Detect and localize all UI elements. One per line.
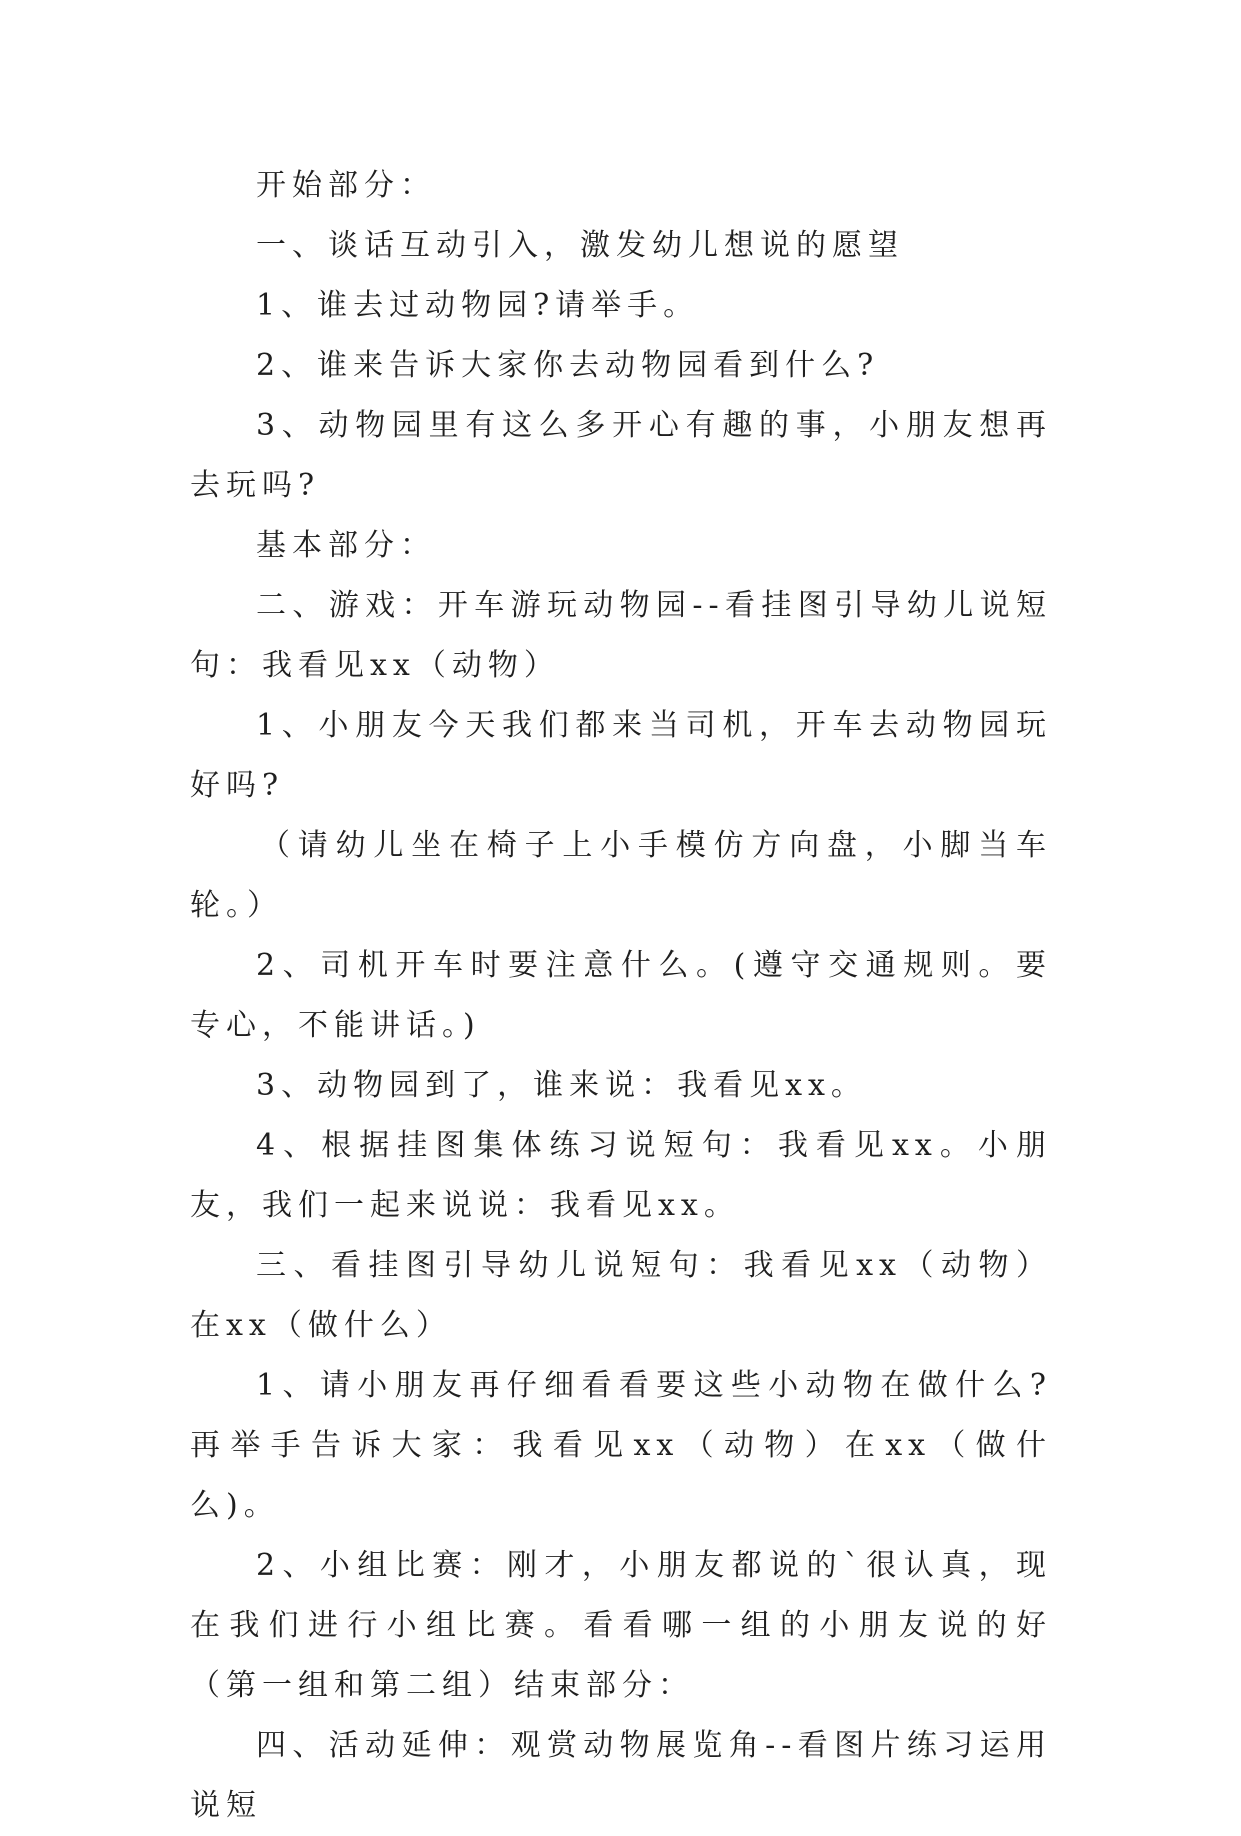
paragraph-group-practice: 4、根据挂图集体练习说短句：我看见xx。小朋友，我们一起来说说：我看见xx。 — [190, 1128, 1052, 1223]
paragraph-question-2: 2、谁来告诉大家你去动物园看到什么? — [256, 348, 880, 383]
paragraph-driver-rules: 2、司机开车时要注意什么。(遵守交通规则。要专心，不能讲话。) — [190, 948, 1052, 1043]
paragraph-observe-animals: 1、请小朋友再仔细看看要这些小动物在做什么?再举手告诉大家：我看见xx（动物）在xx（做什么)。 — [190, 1368, 1052, 1523]
paragraph-group-competition: 2、小组比赛：刚才，小朋友都说的`很认真，现在我们进行小组比赛。看看哪一组的小朋友说的好（第一组和第二组）结束部分： — [190, 1548, 1052, 1703]
document-body — [190, 156, 1052, 1836]
paragraph-driver-note: （请幼儿坐在椅子上小手模仿方向盘，小脚当车轮。） — [190, 828, 1052, 923]
paragraph-basic-section: 基本部分： — [256, 528, 436, 563]
paragraph-question-3: 3、动物园里有这么多开心有趣的事，小朋友想再去玩吗? — [190, 408, 1052, 503]
paragraph-start-section: 开始部分： — [256, 168, 436, 203]
paragraph-step-four-heading: 四、活动延伸：观赏动物展览角--看图片练习运用说短 — [190, 1728, 1052, 1823]
paragraph-step-one-heading: 一、谈话互动引入，激发幼儿想说的愿望 — [256, 228, 904, 263]
paragraph-step-two-heading: 二、游戏：开车游玩动物园--看挂图引导幼儿说短句：我看见xx（动物） — [190, 588, 1052, 683]
paragraph-zoo-arrived: 3、动物园到了，谁来说：我看见xx。 — [256, 1068, 867, 1103]
paragraph-question-1: 1、谁去过动物园?请举手。 — [256, 288, 700, 323]
paragraph-driver-question: 1、小朋友今天我们都来当司机，开车去动物园玩好吗? — [190, 708, 1052, 803]
paragraph-step-three-heading: 三、看挂图引导幼儿说短句：我看见xx（动物）在xx（做什么） — [190, 1248, 1052, 1343]
